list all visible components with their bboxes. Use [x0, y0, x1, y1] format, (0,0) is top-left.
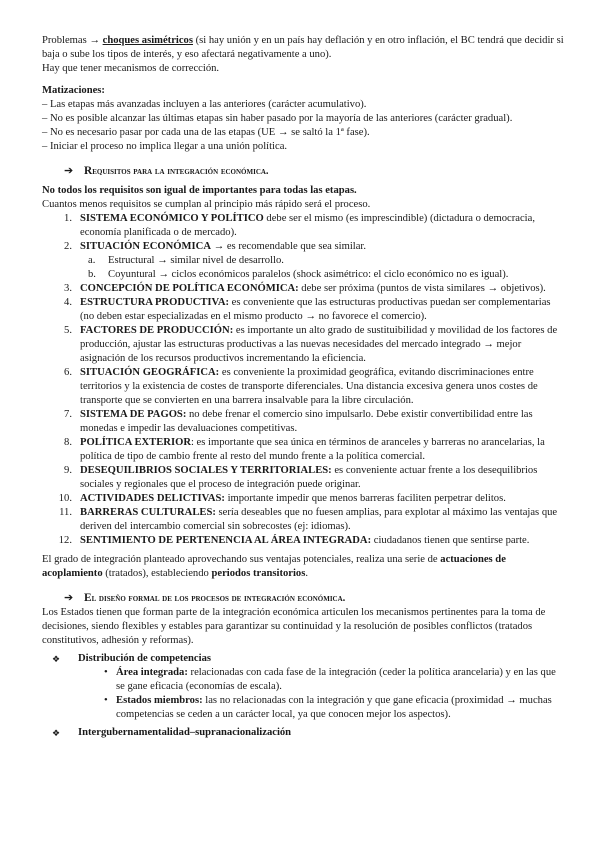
- list-item: 8. POLÍTICA EXTERIOR: es importante que sea única en términos de aranceles y barreras no arancelarias, la política de tipo de cambio frente al resto del mundo frente a la política comercial.: [64, 437, 545, 462]
- matizacion-item: – Iniciar el proceso no implica llegar a una unión política.: [42, 141, 288, 152]
- matizacion-item: – Las etapas más avanzadas incluyen a las anteriores (carácter acumulativo).: [42, 99, 367, 110]
- list-item: • Área integrada: relacionadas con cada fase de la integración (ceder la política arancelaria) y en las que se gane eficacia (economías de escala).: [104, 667, 556, 692]
- dot-bullet-icon: •: [104, 667, 108, 678]
- intergubernamentalidad-heading: ❖ Intergubernamentalidad–supranacionalización: [52, 727, 292, 738]
- sub-list-item: a. Estructural → similar nivel de desarrollo.: [88, 255, 284, 266]
- list-item: 2. SITUACIÓN ECONÓMICA → es recomendable que sea similar.: [64, 241, 366, 252]
- list-item: 12. SENTIMIENTO DE PERTENENCIA AL ÁREA INTEGRADA: ciudadanos tienen que sentirse parte.: [58, 535, 530, 546]
- closing-paragraph: El grado de integración planteado aprovechando sus ventajas potenciales, realiza una serie de actuaciones de acoplamiento (tratados), estableciendo periodos transitorios.: [42, 554, 506, 579]
- list-item: 6. SITUACIÓN GEOGRÁFICA: es conveniente la proximidad geográfica, evitando discriminaciones entre territorios y la existencia de costes de transporte diferenciales. Una distancia excesiva genera unos costes de transporte que se convierten en una barrera insalvable para la libre circulación.: [64, 367, 538, 406]
- correction-note: Hay que tener mecanismos de corrección.: [42, 63, 220, 74]
- arrow-bullet-icon: ➔: [64, 592, 74, 604]
- list-item: 5. FACTORES DE PRODUCCIÓN: es importante un alto grado de sustituibilidad y movilidad de los factores de producción, ajustar las estructuras productivas a las nuevas necesidades del mercado integrado → mejor asignación de los recursos productivos incrementando la eficiencia.: [64, 325, 558, 364]
- matizacion-item: – No es posible alcanzar las últimas etapas sin haber pasado por la mayoría de las anteriores (carácter gradual).: [42, 113, 513, 124]
- diamond-bullet-icon: ❖: [52, 728, 61, 738]
- intro-paragraph: [42, 34, 564, 62]
- requisitos-lead: Cuantos menos requisitos se cumplan al principio más rápido será el proceso.: [42, 199, 371, 210]
- matizaciones-title: Matizaciones:: [42, 85, 105, 96]
- list-item: 7. SISTEMA DE PAGOS: no debe frenar el comercio sino impulsarlo. Debe existir convertibilidad entre las monedas e impedir las devaluaciones competitivas.: [64, 409, 533, 434]
- matizacion-item: – No es necesario pasar por cada una de las etapas (UE → se saltó la 1ª fase).: [42, 127, 370, 138]
- document-page: [42, 34, 564, 740]
- requisitos-list: [42, 212, 564, 548]
- list-item: 3. CONCEPCIÓN DE POLÍTICA ECONÓMICA: debe ser próxima (puntos de vista similares → objetivos).: [64, 283, 546, 294]
- section-title: El diseño formal de los procesos de integración económica.: [84, 592, 346, 604]
- list-item: 4. ESTRUCTURA PRODUCTIVA: es conveniente que las estructuras productivas puedan ser complementarias (no deben estar especializadas en el mismo producto → no favorece el comercio).: [64, 297, 551, 322]
- distribucion-heading: ❖ Distribución de competencias: [52, 653, 212, 664]
- dot-bullet-icon: •: [104, 695, 108, 706]
- section-heading-requisitos: [42, 164, 564, 179]
- list-item: • Estados miembros: las no relacionadas con la integración y que gane eficacia (proximidad → muchas competencias se ceden a un carácter local, ya que conocen mejor los aspectos).: [104, 695, 552, 720]
- list-item: 10. ACTIVIDADES DELICTIVAS: importante impedir que menos barreras faciliten perpetrar delitos.: [58, 493, 506, 504]
- diseno-lead: Los Estados tienen que forman parte de la integración económica articulen los mecanismos pertinentes para la toma de decisiones, siendo flexibles y estables para garantizar su continuidad y la resolución de posibles conflictos (tratados constitutivos, adhesión y reformas).: [42, 607, 546, 646]
- intro-text: Problemas →: [42, 35, 103, 46]
- section-heading-diseno: [42, 591, 564, 606]
- arrow-bullet-icon: ➔: [64, 165, 74, 177]
- list-item: 1. SISTEMA ECONÓMICO Y POLÍTICO debe ser el mismo (es imprescindible) (dictadura o democracia, economía planificada o de mercado).: [64, 213, 535, 238]
- list-item: 11. BARRERAS CULTURALES: sería deseables que no fuesen amplias, para explotar al máximo las ventajas que deriven del intercambio comercial sin sobrecostes (ej: idiomas).: [59, 507, 558, 532]
- requisitos-lead-bold: No todos los requisitos son igual de importantes para todas las etapas.: [42, 185, 357, 196]
- transitorios-term: periodos transitorios: [211, 568, 306, 579]
- acoplamiento-term: actuaciones de acoplamiento: [42, 554, 506, 579]
- sub-list-item: b. Coyuntural → ciclos económicos paralelos (shock asimétrico: el ciclo económico no es igual).: [88, 269, 509, 280]
- asymmetric-shocks-term: choques asimétricos: [102, 35, 193, 46]
- diamond-bullet-icon: ❖: [52, 654, 61, 664]
- section-title: Requisitos para la integración económica.: [84, 165, 269, 177]
- intro-text-cont: (si hay unión y en un país hay deflación y en otro inflación, el BC tendrá que decidir si baja o sube los tipos de interés, y eso afectará negativamente a uno).: [42, 35, 564, 60]
- list-item: 9. DESEQUILIBRIOS SOCIALES Y TERRITORIALES: es conveniente actuar frente a los desequilibrios sociales y regionales que el proceso de integración puede originar.: [64, 465, 538, 490]
